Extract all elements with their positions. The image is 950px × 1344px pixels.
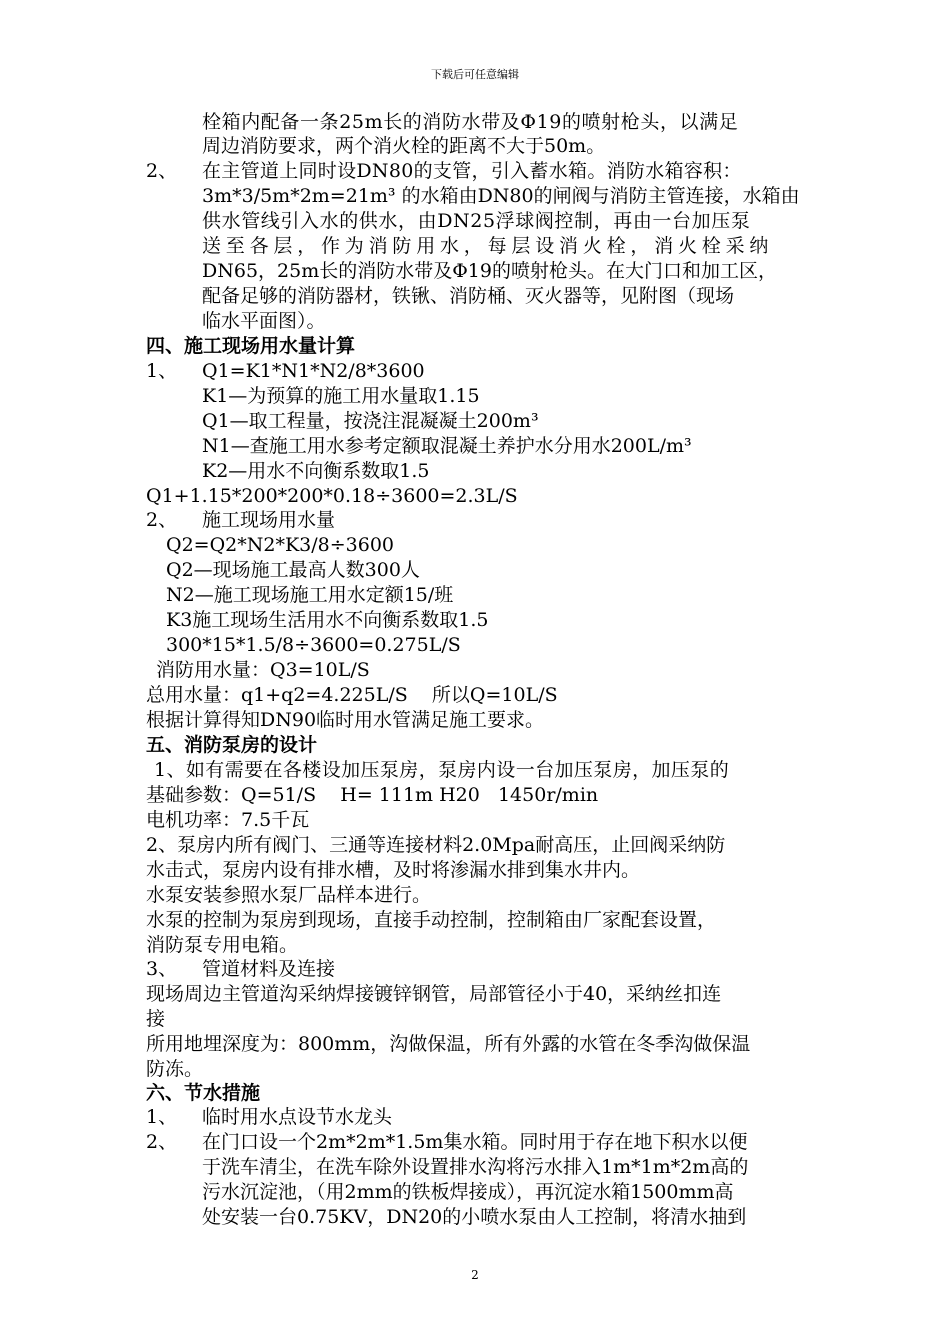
section-heading: 六、节水措施 — [146, 1082, 261, 1104]
text-line: 消防用水量：Q3=10L/S — [156, 659, 370, 681]
text-line: 基础参数：Q=51/S H= 111m H20 1450r/min — [146, 784, 599, 806]
text-line: 处安装一台0.75KV，DN20的小喷水泵由人工控制，将清水抽到 — [202, 1206, 747, 1228]
text-line: 根据计算得知DN90临时用水管满足施工要求。 — [146, 709, 545, 731]
text-line: 2、泵房内所有阀门、三通等连接材料2.0Mpa耐高压，止回阀采纳防 — [146, 834, 726, 856]
text-line: Q1—取工程量，按浇注混凝凝土200m³ — [202, 410, 539, 432]
text-line: K3施工现场生活用水不向衡系数取1.5 — [166, 609, 489, 631]
text-line: 电机功率：7.5千瓦 — [146, 809, 310, 831]
text-line: 总用水量：q1+q2=4.225L/S 所以Q=10L/S — [146, 684, 558, 706]
item-number: 2、 — [146, 160, 178, 182]
section-heading: 四、施工现场用水量计算 — [146, 335, 356, 357]
text-line: 现场周边主管道沟采纳焊接镀锌钢管，局部管径小于40，采纳丝扣连 — [146, 983, 722, 1005]
item-number: 2、 — [146, 1131, 178, 1153]
item-number: 1、 — [146, 1106, 178, 1128]
text-line: 临时用水点设节水龙头 — [202, 1106, 393, 1128]
text-line: 3m*3/5m*2m=21m³ 的水箱由DN80的闸阀与消防主管连接，水箱由 — [202, 185, 800, 207]
text-line: 水击式，泵房内设有排水槽，及时将渗漏水排到集水井内。 — [146, 859, 641, 881]
text-line: 栓箱内配备一条25m长的消防水带及Φ19的喷射枪头，以满足 — [202, 111, 739, 133]
section-heading: 五、消防泵房的设计 — [146, 734, 318, 756]
text-line: DN65，25m长的消防水带及Φ19的喷射枪头。在大门口和加工区， — [202, 260, 777, 282]
text-line: 在门口设一个2m*2m*1.5m集水箱。同时用于存在地下积水以便 — [202, 1131, 748, 1153]
text-line: 水泵安装参照水泵厂品样本进行。 — [146, 884, 432, 906]
text-line: 于洗车清尘，在洗车除外设置排水沟将污水排入1m*1m*2m高的 — [202, 1156, 749, 1178]
page-number: 2 — [471, 1268, 479, 1282]
item-number: 1、 — [146, 360, 178, 382]
text-line: N1—查施工用水参考定额取混凝土养护水分用水200L/m³ — [202, 435, 692, 457]
text-line: 防冻。 — [146, 1058, 204, 1080]
item-number: 2、 — [146, 509, 178, 531]
text-line: K1—为预算的施工用水量取1.15 — [202, 385, 480, 407]
text-line: 300*15*1.5/8÷3600=0.275L/S — [166, 634, 461, 656]
text-line: 所用地埋深度为：800mm，沟做保温，所有外露的水管在冬季沟做保温 — [146, 1033, 751, 1055]
text-line: 供水管线引入水的供水，由DN25浮球阀控制，再由一台加压泵 — [202, 210, 751, 232]
text-line: Q2—现场施工最高人数300人 — [166, 559, 420, 581]
text-line: 1、如有需要在各楼设加压泵房，泵房内设一台加压泵房，加压泵的 — [154, 759, 730, 781]
text-line: 送至各层，作为消防用水，每层设消火栓，消火栓采纳 — [202, 235, 774, 257]
text-line: 污水沉淀池，（用2mm的铁板焊接成），再沉淀水箱1500mm高 — [202, 1181, 734, 1203]
text-line: Q2=Q2*N2*K3/8÷3600 — [166, 534, 395, 556]
text-line: 配备足够的消防器材，铁锹、消防桶、灭火器等，见附图（现场 — [202, 285, 735, 307]
text-line: 水泵的控制为泵房到现场，直接手动控制，控制箱由厂家配套设置， — [146, 909, 717, 931]
text-line: 周边消防要求，两个消火栓的距离不大于50m。 — [202, 135, 606, 157]
text-line: 施工现场用水量 — [202, 509, 336, 531]
text-line: 接 — [146, 1008, 166, 1030]
text-line: 在主管道上同时设DN80的支管，引入蓄水箱。消防水箱容积： — [202, 160, 742, 182]
text-line: 管道材料及连接 — [202, 958, 336, 980]
text-line: Q1+1.15*200*200*0.18÷3600=2.3L/S — [146, 485, 518, 507]
text-line: 临水平面图）。 — [202, 310, 326, 332]
text-line: Q1=K1*N1*N2/8*3600 — [202, 360, 425, 382]
page-header: 下载后可任意编辑 — [431, 68, 519, 81]
text-line: K2—用水不向衡系数取1.5 — [202, 460, 430, 482]
item-number: 3、 — [146, 958, 178, 980]
text-line: N2—施工现场施工用水定额15/班 — [166, 584, 454, 606]
text-line: 消防泵专用电箱。 — [146, 934, 299, 956]
